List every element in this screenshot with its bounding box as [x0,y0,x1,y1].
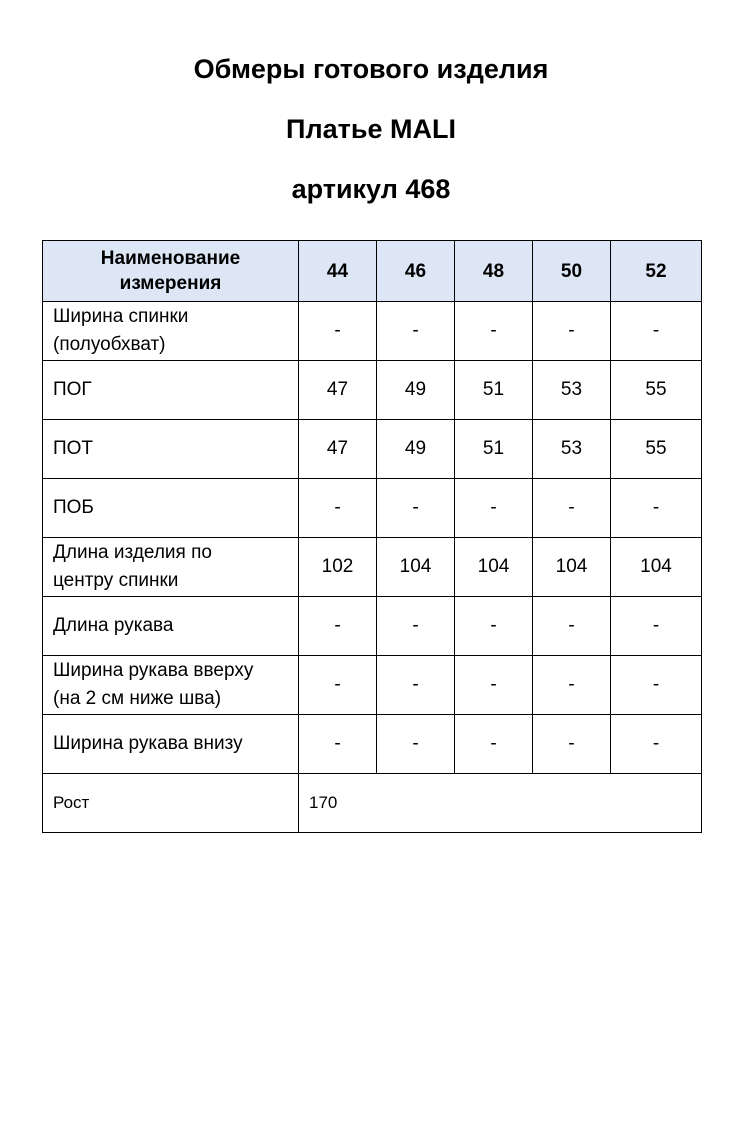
row-name [43,538,299,597]
row-name-line1: Длина изделия по [53,542,212,563]
row-value: 55 [611,420,702,479]
row-name-line1: Ширина спинки [53,306,189,327]
row-name [43,597,299,656]
row-value: - [377,479,455,538]
header-size: 44 [299,241,377,302]
header-label-line2: измерения [119,273,222,294]
row-name-line1: ПОГ [53,379,92,400]
row-value: - [299,302,377,361]
row-name-line1: ПОБ [53,497,94,518]
table-row [43,715,702,774]
row-value: - [299,656,377,715]
row-value: - [455,656,533,715]
row-value: 47 [299,361,377,420]
row-name [43,715,299,774]
row-value: 104 [377,538,455,597]
row-value: - [533,479,611,538]
row-value: - [533,597,611,656]
row-name [43,420,299,479]
row-value: - [611,715,702,774]
article-number: артикул 468 [291,174,451,204]
row-value: - [299,715,377,774]
row-value: 104 [533,538,611,597]
table-row [43,479,702,538]
rost-value: 170 [299,774,702,833]
row-value: 49 [377,420,455,479]
row-name-line1: Ширина рукава вверху [53,660,254,681]
row-value: 49 [377,361,455,420]
table-row [43,597,702,656]
row-value: 55 [611,361,702,420]
row-value: - [455,715,533,774]
row-name-line2: (полуобхват) [53,334,166,355]
row-value: - [533,715,611,774]
row-value: - [377,597,455,656]
row-value: 51 [455,420,533,479]
row-value: - [611,302,702,361]
table-row [43,656,702,715]
row-value: - [455,479,533,538]
row-value: - [377,302,455,361]
row-name [43,302,299,361]
row-value: 53 [533,420,611,479]
row-value: - [455,597,533,656]
product-name: Платье MALI [286,114,456,144]
row-value: - [611,479,702,538]
header-size: 50 [533,241,611,302]
measurements-table [42,240,702,833]
row-value: - [611,656,702,715]
row-value: - [299,479,377,538]
header-size: 46 [377,241,455,302]
header-measurement-name [43,241,299,302]
table-row [43,538,702,597]
row-name [43,656,299,715]
header-size: 52 [611,241,702,302]
row-value: - [533,302,611,361]
page-title: Обмеры готового изделия [193,54,549,84]
row-value: - [377,715,455,774]
row-name-line1: Ширина рукава внизу [53,733,243,754]
table-row-rost [43,774,702,833]
row-name-line1: Длина рукава [53,615,174,636]
row-value: 51 [455,361,533,420]
row-value: - [533,656,611,715]
row-name-line2: (на 2 см ниже шва) [53,688,222,709]
table-row [43,420,702,479]
row-value: - [377,656,455,715]
header-size: 48 [455,241,533,302]
row-value: - [299,597,377,656]
row-value: 104 [455,538,533,597]
row-value: - [455,302,533,361]
row-name-line1: ПОТ [53,438,94,459]
table-header-row [43,241,702,302]
table-row [43,361,702,420]
row-name-line2: центру спинки [53,570,179,591]
row-value: 53 [533,361,611,420]
row-value: 47 [299,420,377,479]
row-name [43,361,299,420]
header-label-line1: Наименование [100,248,241,269]
row-value: 104 [611,538,702,597]
row-value: - [611,597,702,656]
row-value: 102 [299,538,377,597]
row-name [43,479,299,538]
table-row [43,302,702,361]
row-name: Рост [43,774,299,833]
